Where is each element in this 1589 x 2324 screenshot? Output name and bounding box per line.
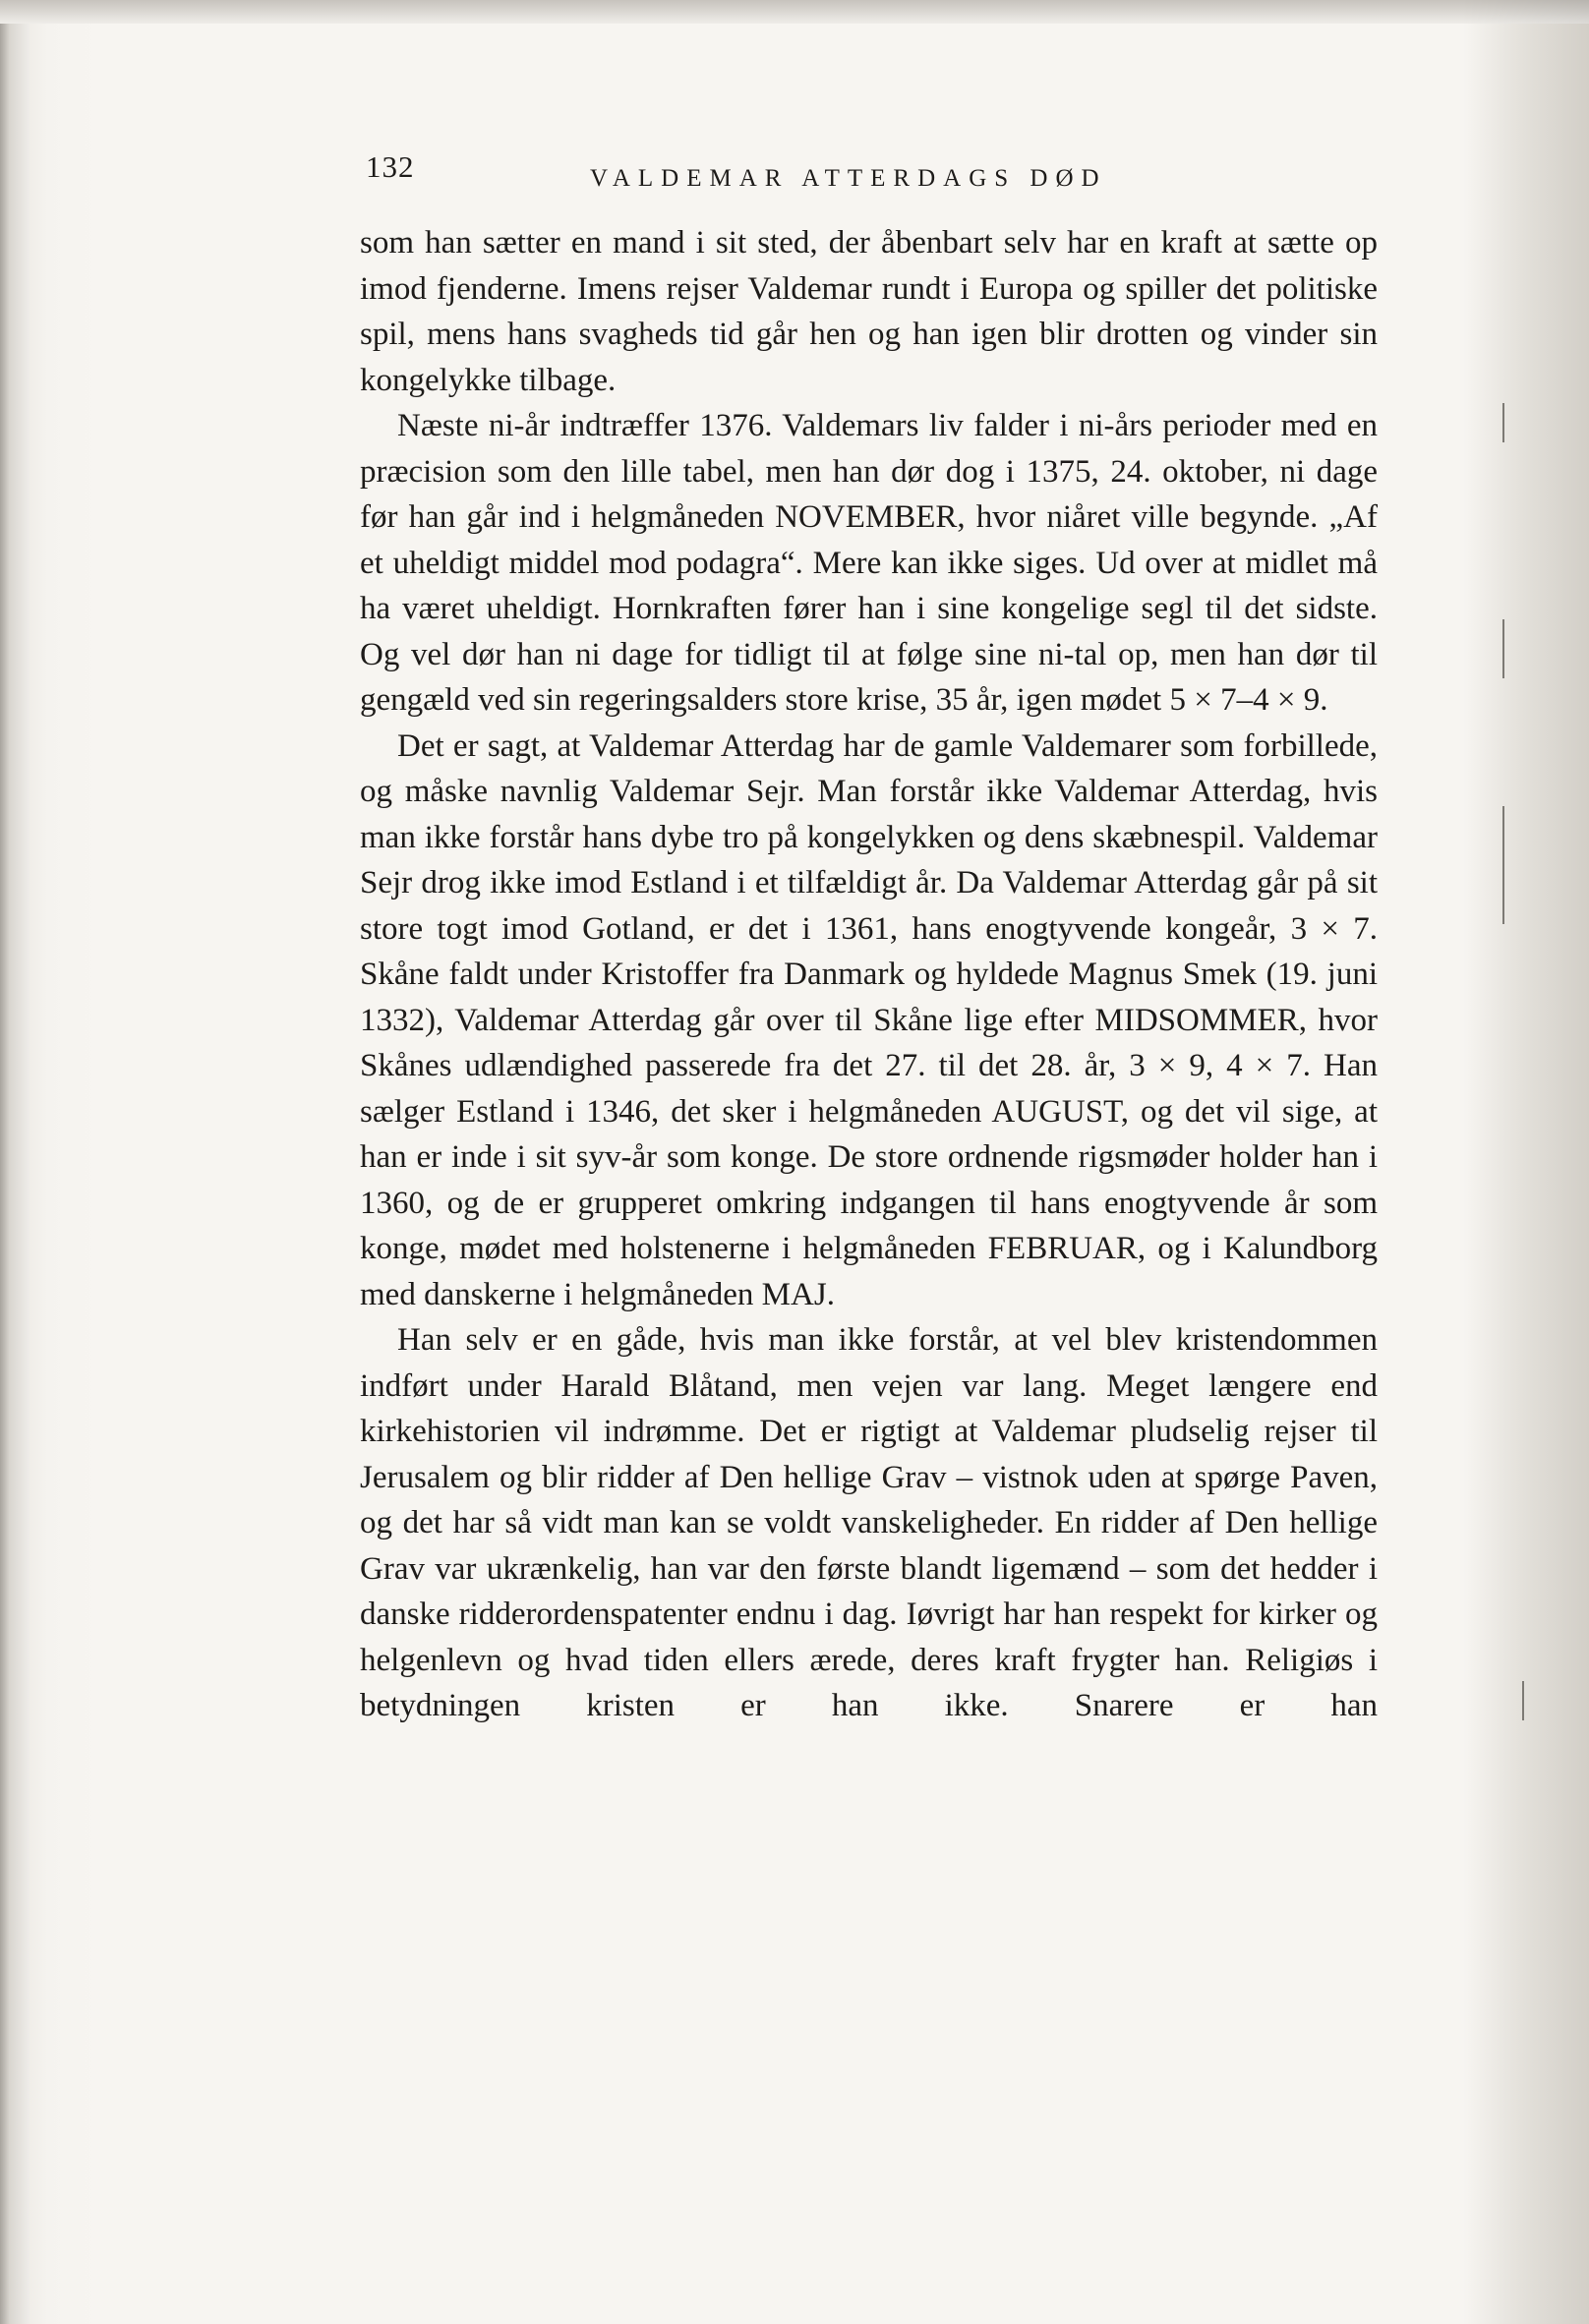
page-left-edge-shadow	[0, 0, 29, 2324]
body-text	[360, 220, 1378, 1729]
paragraph-1: som han sætter en mand i sit sted, der åbenbart selv har en kraft at sætte op imod fjenderne. Imens rejser Valdemar rundt i Europa og spiller det politiske spil, mens hans svagheds tid går hen og han igen blir drotten og vinder sin kongelykke tilbage.	[360, 225, 1378, 398]
paragraph-4: Han selv er en gåde, hvis man ikke forstår, at vel blev kristendommen indført under Harald Blåtand, men vejen var lang. Meget længere end kirkehistorien vil indrømme. Det er rigtigt at Valdemar pludselig rejser til Jerusalem og blir ridder af Den hellige Grav – vistnok uden at spørge Paven, og det har så vidt man kan se voldt vanskeligheder. En ridder af Den hellige Grav var ukrænkelig, han var den første blandt ligemænd – som det hedder i danske ridderordenspatenter endnu i dag. Iøvrigt har han respekt for kirker og helgenlevn og hvad tiden ellers ærede, deres kraft frygter han. Religiøs i betydningen kristen er han ikke. Snarere er han	[360, 1322, 1378, 1723]
margin-mark	[1522, 1681, 1524, 1720]
paragraph-2: Næste ni-år indtræffer 1376. Valdemars liv falder i ni-års perioder med en præcision som den lille tabel, men han dør dog i 1375, 24. oktober, ni dage før han går ind i helgmåneden NOVEMBER, hvor niåret ville begynde. „Af et uheldigt middel mod podagra“. Mere kan ikke siges. Ud over at midlet må ha været uheldigt. Hornkraften fører han i sine kongelige segl til det sidste. Og vel dør han ni dage for tidligt til at følge sine ni-tal op, men han dør til gengæld ved sin regeringsalders store krise, 35 år, igen mødet 5 × 7–4 × 9.	[360, 408, 1378, 718]
paragraph-3: Det er sagt, at Valdemar Atterdag har de gamle Valdemarer som forbillede, og måske navnlig Valdemar Sejr. Man forstår ikke Valdemar Atterdag, hvis man ikke forstår hans dybe tro på kongelykken og dens skæbnespil. Valdemar Sejr drog ikke imod Estland i et tilfældigt år. Da Valdemar Atterdag går på sit store togt imod Gotland, er det i 1361, hans enogtyvende kongeår, 3 × 7. Skåne faldt under Kristoffer fra Danmark og hyldede Magnus Smek (19. juni 1332), Valdemar Atterdag går over til Skåne lige efter MIDSOMMER, hvor Skånes udlændighed passerede fra det 27. til det 28. år, 3 × 9, 4 × 7. Han sælger Estland i 1346, det sker i helgmåneden AUGUST, og det vil sige, at han er inde i sit syv-år som konge. De store ordnende rigsmøder holder han i 1360, og de er grupperet omkring indgangen til hans enogtyvende år som konge, mødet med holstenerne i helgmåneden FEBRUAR, og i Kalundborg med danskerne i helgmåneden MAJ.	[360, 727, 1378, 1312]
margin-mark	[1502, 806, 1504, 924]
margin-mark	[1502, 403, 1504, 442]
running-head: VALDEMAR ATTERDAGS DØD	[590, 165, 1107, 192]
page-number: 132	[366, 149, 415, 184]
margin-mark	[1502, 619, 1504, 678]
page-right-edge-shadow	[1461, 0, 1589, 2324]
page-top-edge-shadow	[0, 0, 1589, 24]
